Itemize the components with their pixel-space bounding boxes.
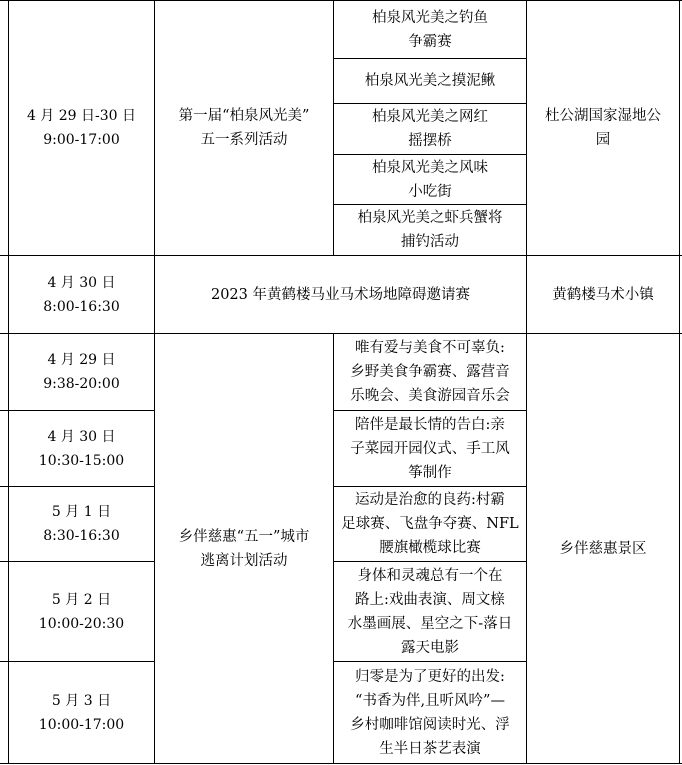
event-name-line: 五一系列活动 [200, 132, 288, 148]
activity-cell [334, 59, 526, 103]
activity-line: 露天电影 [401, 639, 459, 656]
row-1-location-cell [527, 1, 679, 255]
date-line: 4 月 29 日-30 日 [26, 108, 137, 124]
sub-date-cell [9, 334, 154, 410]
activity-line: 归零是为了更好的出发: [355, 668, 505, 685]
activity-line: 柏泉风光美之摸泥鳅 [364, 73, 496, 89]
activity-line: 乡村咖啡馆阅读时光、浮 [350, 716, 510, 733]
activity-cell [334, 205, 526, 255]
date-line: 5 月 1 日 [51, 504, 112, 520]
activity-line: 乡野美食争霸赛、露营音 [350, 364, 510, 380]
activity-line: 柏泉风光美之网红 [372, 109, 488, 125]
row-2-event-cell [155, 256, 526, 333]
row-2-date-cell [9, 256, 154, 333]
activity-line: 足球赛、飞盘争夺赛、NFL [341, 516, 519, 532]
sub-date-cell [9, 662, 154, 763]
activity-cell [334, 411, 526, 486]
location-line: 杜公湖国家湿地公 [545, 108, 661, 124]
activity-cell [334, 487, 526, 561]
row-3-location-cell [527, 334, 679, 763]
activity-line: 运动是治愈的良药:村霸 [355, 492, 505, 508]
column-divider [679, 0, 680, 764]
time-line: 10:00-17:00 [38, 716, 125, 733]
time-line: 10:30-15:00 [38, 452, 125, 469]
location-line: 园 [595, 132, 611, 148]
time-line: 10:00-20:30 [38, 615, 125, 632]
activity-line: 柏泉风光美之风味 [372, 159, 488, 176]
activity-cell [334, 104, 526, 154]
time-line: 9:00-17:00 [43, 132, 120, 148]
activity-line: 腰旗橄榄球比赛 [379, 540, 481, 556]
time-line: 8:00-16:30 [43, 298, 120, 315]
date-line: 4 月 30 日 [47, 274, 116, 291]
time-line: 9:38-20:00 [43, 376, 120, 392]
activity-cell [334, 562, 526, 661]
activity-line: 子菜园开园仪式、手工风 [350, 440, 510, 457]
date-line: 5 月 3 日 [51, 692, 112, 709]
activity-line: 陪伴是最长情的告白:亲 [355, 416, 505, 433]
activity-line: 水墨画展、星空之下-落日 [347, 615, 513, 632]
activity-line: 小吃街 [408, 183, 452, 200]
location-line: 乡伴慈惠景区 [559, 540, 647, 557]
activity-line: 唯有爱与美食不可辜负: [355, 340, 505, 356]
activity-line: “书香为伴,且听风吟”— [355, 692, 505, 709]
activity-cell [334, 662, 526, 763]
sub-date-cell [9, 562, 154, 661]
activity-line: 摇摆桥 [408, 133, 452, 149]
sub-date-cell [9, 487, 154, 561]
activity-line: 生半日茶艺表演 [379, 740, 481, 757]
date-line: 5 月 2 日 [51, 591, 112, 608]
row-1-date-cell [9, 1, 154, 255]
event-name-line: 乡伴慈惠“五一”城市 [178, 528, 310, 545]
date-line: 4 月 29 日 [47, 352, 116, 368]
activity-line: 筝制作 [408, 464, 452, 481]
row-divider [0, 763, 682, 764]
activity-cell [334, 1, 526, 58]
event-name: 2023 年黄鹤楼马业马术场地障碍邀请赛 [210, 286, 470, 303]
event-name-line: 第一届“柏泉风光美” [178, 108, 310, 124]
activity-cell [334, 155, 526, 204]
event-name-line: 逃离计划活动 [200, 552, 288, 569]
sub-date-cell [9, 411, 154, 486]
activity-line: 路上:戏曲表演、周文榇 [355, 591, 505, 608]
activity-line: 柏泉风光美之虾兵蟹将 [357, 210, 503, 226]
activity-line: 捕钓活动 [401, 234, 459, 250]
row-1-event-cell [155, 1, 333, 255]
time-line: 8:30-16:30 [43, 528, 120, 544]
row-3-event-cell [155, 334, 333, 763]
activity-cell [334, 334, 526, 410]
location-line: 黄鹤楼马术小镇 [552, 286, 654, 303]
activity-line: 争霸赛 [408, 33, 452, 50]
activity-line: 乐晚会、美食游园音乐会 [350, 388, 510, 404]
activity-line: 身体和灵魂总有一个在 [357, 567, 503, 584]
row-2-location-cell [527, 256, 679, 333]
activity-line: 柏泉风光美之钓鱼 [372, 9, 488, 26]
date-line: 4 月 30 日 [47, 428, 116, 445]
